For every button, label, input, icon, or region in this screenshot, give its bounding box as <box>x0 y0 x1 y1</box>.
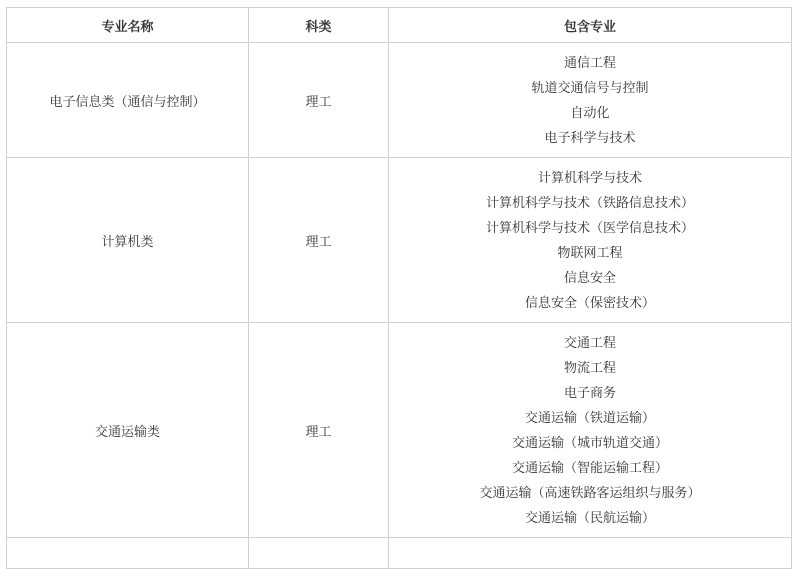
major-item: 电子商务 <box>563 386 616 401</box>
category-cell: 理工 <box>249 158 389 323</box>
major-item: 物流工程 <box>563 361 616 376</box>
table-row-partial <box>7 538 792 569</box>
major-item: 通信工程 <box>563 56 616 71</box>
major-item: 交通运输（民航运输） <box>524 511 655 526</box>
major-item: 物联网工程 <box>557 246 623 261</box>
table-row <box>7 158 792 323</box>
header-category: 科类 <box>249 8 389 43</box>
included-majors-cell <box>389 538 792 569</box>
major-item: 交通运输（高速铁路客运组织与服务） <box>479 486 701 501</box>
major-name-cell: 交通运输类 <box>7 323 249 538</box>
header-major-name: 专业名称 <box>7 8 249 43</box>
major-item: 电子科学与技术 <box>544 131 636 146</box>
major-item: 交通运输（城市轨道交通） <box>511 436 668 451</box>
major-item: 信息安全（保密技术） <box>524 296 655 311</box>
major-table <box>6 7 792 569</box>
major-item: 计算机科学与技术 <box>537 171 642 186</box>
major-item: 自动化 <box>570 106 610 121</box>
major-item: 交通运输（铁道运输） <box>524 411 655 426</box>
major-item: 交通运输（智能运输工程） <box>511 461 668 476</box>
major-item: 轨道交通信号与控制 <box>531 81 649 96</box>
included-majors-cell <box>389 158 792 323</box>
table-header-row <box>7 8 792 43</box>
major-item: 计算机科学与技术（铁路信息技术） <box>485 196 694 211</box>
major-item: 交通工程 <box>563 336 616 351</box>
category-cell: 理工 <box>249 43 389 158</box>
table-row <box>7 323 792 538</box>
header-included-majors: 包含专业 <box>389 8 792 43</box>
included-majors-cell <box>389 323 792 538</box>
major-item: 计算机科学与技术（医学信息技术） <box>485 221 694 236</box>
category-cell <box>249 538 389 569</box>
major-name-cell: 电子信息类（通信与控制） <box>7 43 249 158</box>
major-name-cell <box>7 538 249 569</box>
category-cell: 理工 <box>249 323 389 538</box>
major-item: 信息安全 <box>563 271 616 286</box>
major-name-cell: 计算机类 <box>7 158 249 323</box>
table-row <box>7 43 792 158</box>
included-majors-cell <box>389 43 792 158</box>
